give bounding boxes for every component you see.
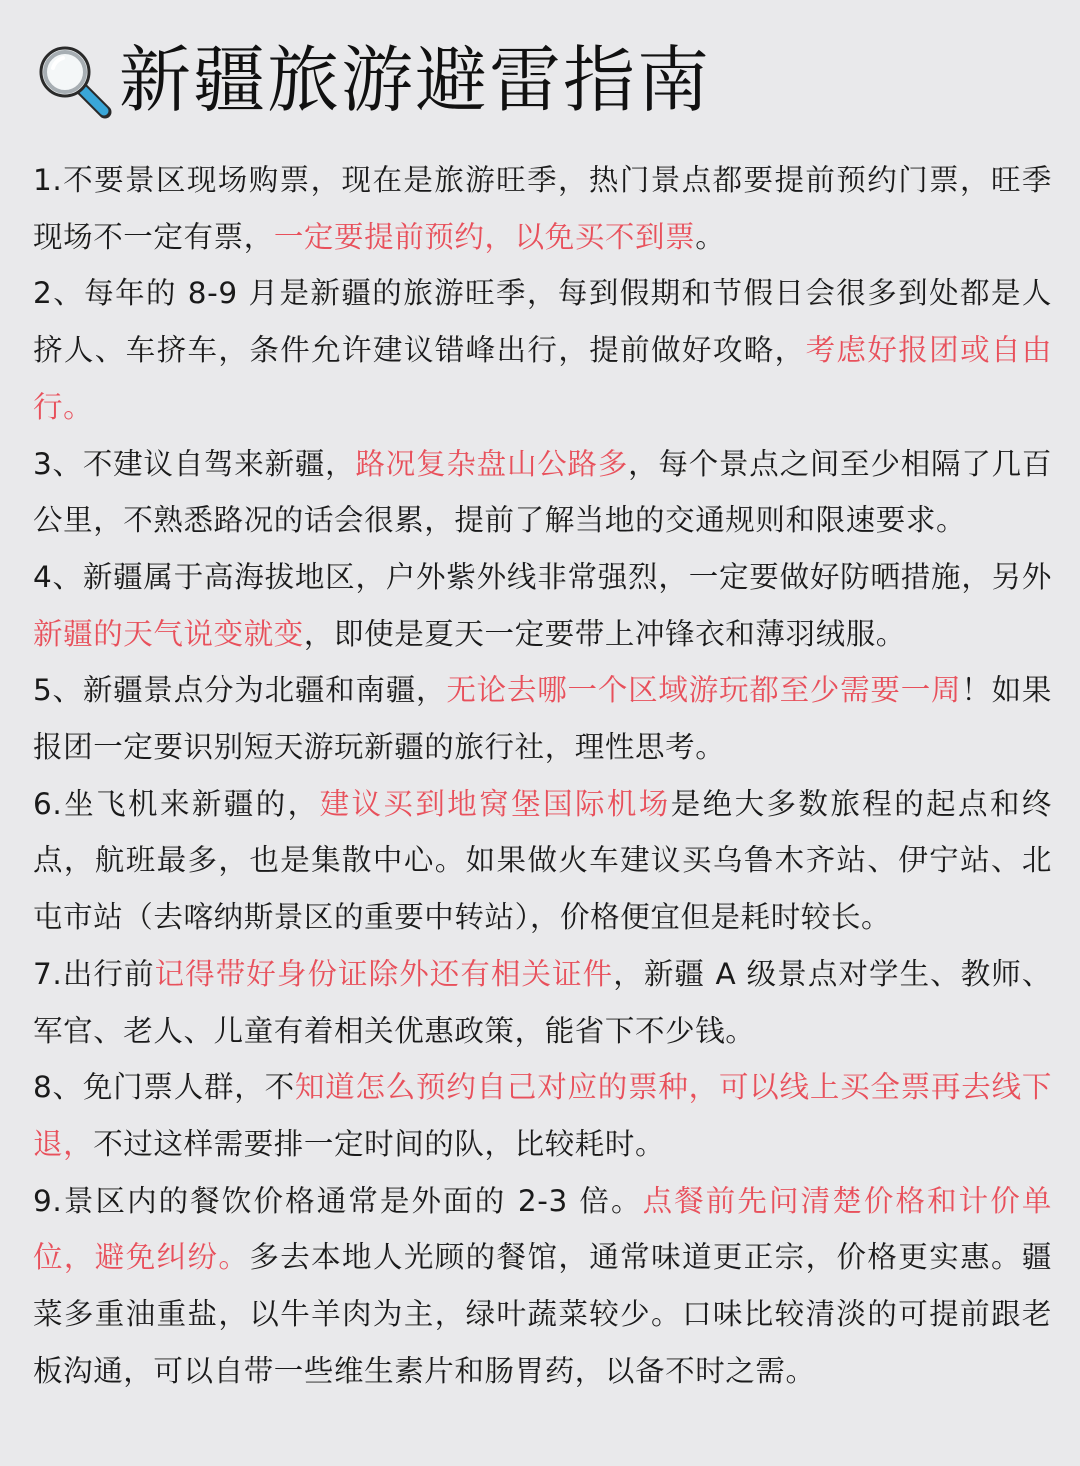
- tip-6: [33, 776, 1052, 946]
- tip-highlight: 点餐前先问清楚价格和计价单位，避免纠纷。: [33, 1183, 1052, 1275]
- tip-highlight: 新疆的天气说变就变: [33, 616, 304, 651]
- tip-3: [33, 436, 1052, 549]
- tip-highlight: 建议买到地窝堡国际机场: [319, 786, 671, 821]
- magnifier-icon: [33, 40, 113, 120]
- tip-highlight: 路况复杂盘山公路多: [355, 446, 629, 481]
- tip-text: 不过这样需要排一定时间的队，比较耗时。: [93, 1126, 666, 1161]
- tip-highlight: 记得带好身份证除外还有相关证件: [154, 956, 614, 991]
- page-title: 新疆旅游避雷指南: [119, 38, 712, 122]
- tip-text: 多去本地人光顾的餐馆，通常味道更正宗，价格更实惠。疆菜多重油重盐，以牛羊肉为主，绿叶蔬菜较少。口味比较清淡的可提前跟老板沟通，可以自带一些维生素片和肠胃药，以备不时之需。: [33, 1240, 1052, 1388]
- tip-1: [33, 152, 1052, 265]
- tip-2: [33, 265, 1052, 435]
- tip-text: ，每个景点之间至少相隔了几百公里，不熟悉路况的话会很累，提前了解当地的交通规则和限速要求。: [33, 446, 1052, 538]
- tip-text: 。: [695, 219, 726, 254]
- tip-text: 8、免门票人群，不: [33, 1070, 295, 1105]
- tip-4: [33, 549, 1052, 662]
- tip-9: [33, 1173, 1052, 1400]
- tip-text: ，即使是夏天一定要带上冲锋衣和薄羽绒服。: [303, 616, 906, 651]
- tip-text: ！如果报团一定要识别短天游玩新疆的旅行社，理性思考。: [33, 673, 1052, 765]
- tip-text: ，新疆 A 级景点对学生、教师、军官、老人、儿童有着相关优惠政策，能省下不少钱。: [33, 956, 1052, 1048]
- tip-5: [33, 662, 1052, 775]
- tip-text: 9.景区内的餐饮价格通常是外面的 2-3 倍。: [33, 1183, 643, 1218]
- tip-text: 是绝大多数旅程的起点和终点，航班最多，也是集散中心。如果做火车建议买乌鲁木齐站、伊宁站、北屯市站（去喀纳斯景区的重要中转站），价格便宜但是耗时较长。: [33, 786, 1052, 935]
- title-row: [33, 30, 1052, 130]
- tip-text: 3、不建议自驾来新疆，: [33, 446, 356, 481]
- tip-text: 2、每年的 8-9 月是新疆的旅游旺季，每到假期和节假日会很多到处都是人挤人、车挤车，条件允许建议错峰出行，提前做好攻略，: [33, 276, 1052, 368]
- tip-7: [33, 946, 1052, 1059]
- tip-highlight: 知道怎么预约自己对应的票种，可以线上买全票再去线下退，: [33, 1070, 1052, 1161]
- tip-highlight: 考虑好报团或自由行。: [33, 333, 1052, 424]
- tip-8: [33, 1059, 1052, 1172]
- tips-list: [33, 152, 1052, 1399]
- tip-text: 5、新疆景点分为北疆和南疆，: [33, 673, 447, 708]
- tip-text: 4、新疆属于高海拔地区，户外紫外线非常强烈，一定要做好防晒措施，另外: [33, 559, 1052, 594]
- tip-text: 1.不要景区现场购票，现在是旅游旺季，热门景点都要提前预约门票，旺季现场不一定有票，: [33, 163, 1052, 254]
- tip-highlight: 一定要提前预约，以免买不到票: [273, 219, 696, 254]
- tip-text: 7.出行前: [33, 956, 155, 991]
- tip-highlight: 无论去哪一个区域游玩都至少需要一周: [446, 673, 962, 708]
- tip-text: 6.坐飞机来新疆的，: [33, 786, 320, 821]
